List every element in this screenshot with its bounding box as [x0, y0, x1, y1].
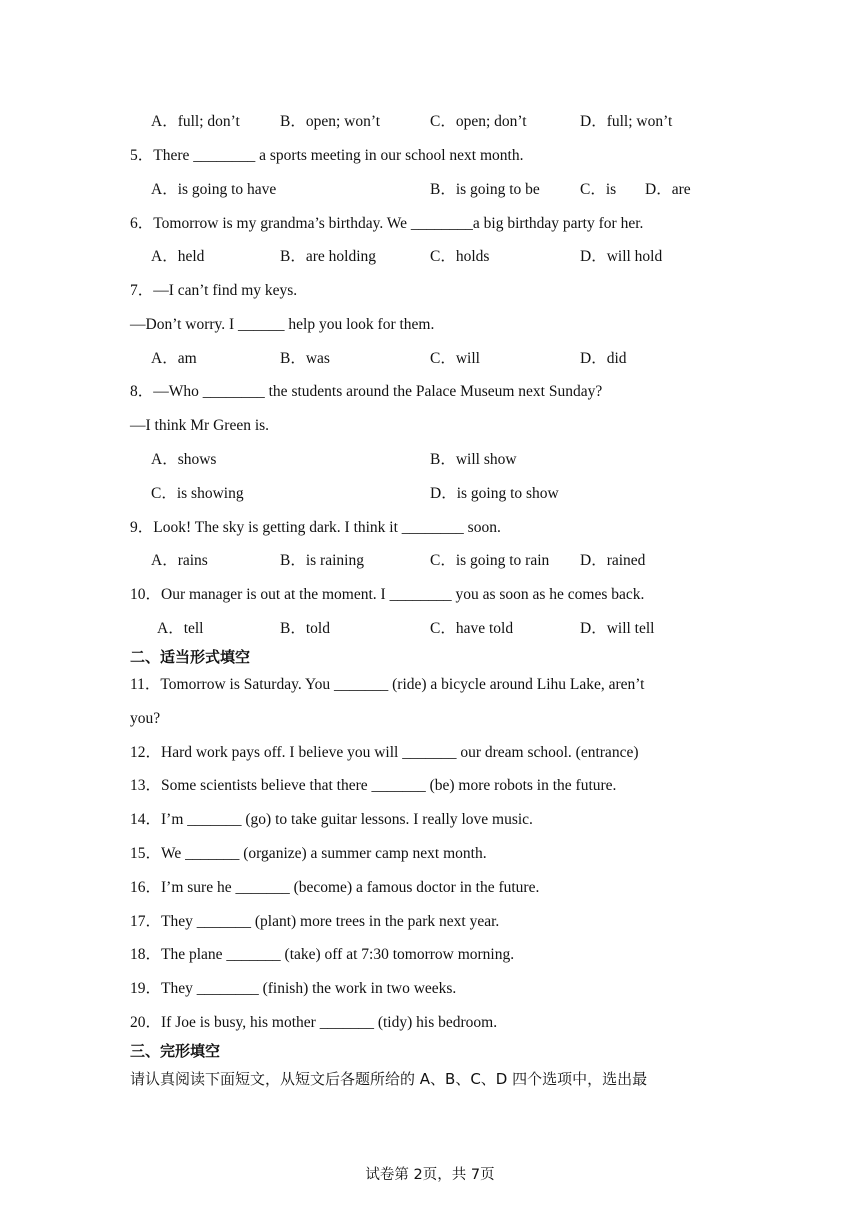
q8-option-d: D．is going to show [430, 485, 559, 502]
q7-question: 7．—I can’t find my keys. [130, 282, 298, 299]
q7-option-d: D．did [580, 350, 627, 367]
page-footer: 试卷第 2页，共 7页 [365, 1167, 495, 1183]
q7-option-b: B．was [280, 350, 330, 367]
q7-option-c: C．will [430, 350, 480, 367]
fill-item-13: 13．Some scientists believe that there _______ (be) more robots in the future. [130, 777, 617, 794]
q4-option-a: A．full; don’t [151, 113, 240, 130]
q7-question-line2: —Don’t worry. I ______ help you look for them. [130, 316, 435, 333]
q9-option-a: A．rains [151, 552, 208, 569]
q9-option-b: B．is raining [280, 552, 364, 569]
q6-option-a: A．held [151, 248, 205, 265]
q6-option-c: C．holds [430, 248, 490, 265]
fill-item-12: 12．Hard work pays off. I believe you will _______ our dream school. (entrance) [130, 744, 639, 761]
q5-option-d: D．are [645, 181, 691, 198]
q4-option-c: C．open; don’t [430, 113, 527, 130]
fill-item-11: 11．Tomorrow is Saturday. You _______ (ride) a bicycle around Lihu Lake, aren’t [130, 676, 645, 693]
fill-item-11-cont: you? [130, 710, 161, 727]
q10-option-b: B．told [280, 620, 330, 637]
q8-option-c: C．is showing [151, 485, 244, 502]
section3-instruction: 请认真阅读下面短文，从短文后各题所给的 A、B、C、D 四个选项中，选出最 [130, 1070, 648, 1088]
fill-item-17: 17．They _______ (plant) more trees in the park next year. [130, 913, 500, 930]
q6-option-d: D．will hold [580, 248, 663, 265]
q8-option-b: B．will show [430, 451, 517, 468]
q10-question: 10．Our manager is out at the moment. I ________ you as soon as he comes back. [130, 586, 645, 603]
q8-question: 8．—Who ________ the students around the Palace Museum next Sunday? [130, 383, 603, 400]
fill-item-16: 16．I’m sure he _______ (become) a famous doctor in the future. [130, 879, 540, 896]
q8-option-a: A．shows [151, 451, 217, 468]
fill-item-19: 19．They ________ (finish) the work in two weeks. [130, 980, 457, 997]
section3-heading: 三、完形填空 [130, 1042, 221, 1060]
q5-option-a: A．is going to have [151, 181, 277, 198]
q7-option-a: A．am [151, 350, 197, 367]
q9-question: 9．Look! The sky is getting dark. I think it ________ soon. [130, 519, 501, 536]
fill-item-14: 14．I’m _______ (go) to take guitar lessons. I really love music. [130, 811, 533, 828]
q8-question-line2: —I think Mr Green is. [130, 417, 270, 434]
fill-item-20: 20．If Joe is busy, his mother _______ (tidy) his bedroom. [130, 1014, 498, 1031]
q10-option-a: A．tell [157, 620, 204, 637]
q9-option-c: C．is going to rain [430, 552, 550, 569]
section2-heading: 二、适当形式填空 [130, 648, 251, 666]
q6-option-b: B．are holding [280, 248, 376, 265]
q6-question: 6．Tomorrow is my grandma’s birthday. We ________a big birthday party for her. [130, 215, 644, 232]
q10-option-c: C．have told [430, 620, 514, 637]
q5-option-b: B．is going to be [430, 181, 540, 198]
q4-option-d: D．full; won’t [580, 113, 673, 130]
q4-option-b: B．open; won’t [280, 113, 381, 130]
q5-question: 5．There ________ a sports meeting in our school next month. [130, 147, 524, 164]
q5-option-c: C．is [580, 181, 617, 198]
q10-option-d: D．will tell [580, 620, 655, 637]
fill-item-15: 15．We _______ (organize) a summer camp next month. [130, 845, 487, 862]
q9-option-d: D．rained [580, 552, 646, 569]
fill-item-18: 18．The plane _______ (take) off at 7:30 tomorrow morning. [130, 946, 515, 963]
